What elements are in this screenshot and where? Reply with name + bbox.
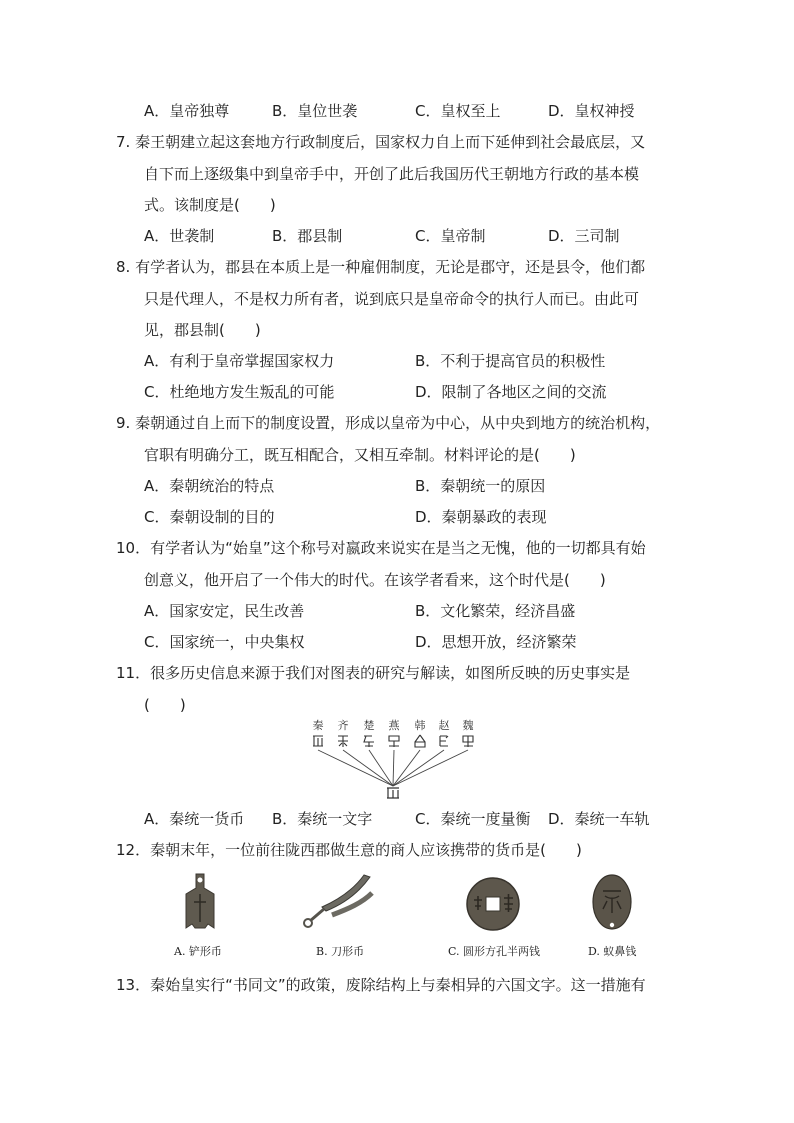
q10-option-c: C．国家统一，中央集权	[144, 633, 305, 651]
q11-option-b: B．秦统一文字	[272, 810, 373, 828]
script-figure-svg	[300, 718, 490, 800]
glyph-zhao	[440, 736, 448, 746]
caption-ant-nose-coin: D. 蚁鼻钱	[588, 945, 637, 958]
glyph-chu	[364, 736, 374, 747]
q7-option-c: C．皇帝制	[415, 227, 486, 245]
ant-nose-coin-image	[591, 873, 633, 931]
q10-option-d: D．思想开放，经济繁荣	[415, 633, 577, 651]
caption-round-coin: C. 圆形方孔半两钱	[448, 945, 541, 958]
glyph-qin	[313, 736, 323, 746]
q10-stem-line-1: 10．有学者认为“始皇”这个称号对嬴政来说实在是当之无愧，他的一切都具有始	[116, 539, 646, 557]
q8-stem-line-1: 8. 有学者认为，郡县在本质上是一种雇佣制度，无论是郡守，还是县令，他们都	[116, 258, 646, 276]
q11-stem-line-2: ( )	[144, 696, 186, 714]
q10-option-b: B．文化繁荣，经济昌盛	[415, 602, 576, 620]
glyph-han	[415, 735, 425, 747]
q8-option-c: C．杜绝地方发生叛乱的可能	[144, 383, 335, 401]
glyph-yan	[389, 736, 399, 747]
state-name-chu: 楚	[363, 719, 375, 732]
q8-option-b: B．不利于提高官员的积极性	[415, 352, 606, 370]
state-name-qin: 秦	[312, 719, 324, 732]
q6-option-b: B．皇位世袭	[272, 102, 358, 120]
q11-script-unification-figure	[300, 718, 490, 800]
q11-option-a: A．秦统一货币	[144, 810, 245, 828]
q12-stem-line-1: 12．秦朝末年，一位前往陇西郡做生意的商人应该携带的货币是( )	[116, 841, 582, 859]
q11-option-d: D．秦统一车轨	[548, 810, 650, 828]
glyph-qi	[338, 736, 348, 747]
glyph-wei	[463, 736, 473, 747]
q7-option-a: A．世袭制	[144, 227, 215, 245]
state-name-qi: 齐	[337, 719, 349, 732]
q7-option-b: B．郡县制	[272, 227, 343, 245]
q8-stem-line-2: 只是代理人，不是权力所有者，说到底只是皇帝命令的执行人而已。由此可	[144, 290, 640, 308]
q9-stem-line-1: 9. 秦朝通过自上而下的制度设置，形成以皇帝为中心，从中央到地方的统治机构，	[116, 414, 661, 432]
q9-option-a: A．秦朝统治的特点	[144, 477, 275, 495]
q6-option-d: D．皇权神授	[548, 102, 635, 120]
state-name-zhao: 赵	[438, 719, 450, 732]
archaic-glyphs	[313, 735, 473, 747]
caption-spade-coin: A. 铲形币	[174, 945, 222, 958]
q8-option-a: A．有利于皇帝掌握国家权力	[144, 352, 335, 370]
q7-stem-line-2: 自下而上逐级集中到皇帝手中，开创了此后我国历代王朝地方行政的基本模	[144, 165, 640, 183]
caption-knife-coin: B. 刀形币	[316, 945, 365, 958]
glyph-unified	[387, 788, 399, 798]
q7-option-d: D．三司制	[548, 227, 620, 245]
q9-option-b: B．秦朝统一的原因	[415, 477, 546, 495]
spade-coin-image	[180, 872, 220, 932]
q11-option-c: C．秦统一度量衡	[415, 810, 531, 828]
q6-option-a: A．皇帝独尊	[144, 102, 230, 120]
q6-option-c: C．皇权至上	[415, 102, 501, 120]
q10-stem-line-2: 创意义，他开启了一个伟大的时代。在该学者看来，这个时代是( )	[144, 571, 606, 589]
q9-stem-line-2: 官职有明确分工，既互相配合，又相互牵制。材料评论的是( )	[144, 446, 576, 464]
q9-option-c: C．秦朝设制的目的	[144, 508, 275, 526]
q11-stem-line-1: 11．很多历史信息来源于我们对图表的研究与解读，如图所反映的历史事实是	[116, 664, 631, 682]
q13-stem-line-1: 13．秦始皇实行“书同文”的政策，废除结构上与秦相异的六国文字。这一措施有	[116, 976, 646, 994]
knife-coin-image	[300, 873, 380, 931]
q10-option-a: A．国家安定，民生改善	[144, 602, 305, 620]
q8-option-d: D．限制了各地区之间的交流	[415, 383, 607, 401]
converging-lines	[318, 750, 468, 786]
state-name-han: 韩	[414, 719, 426, 732]
q7-stem-line-3: 式。该制度是( )	[144, 196, 276, 214]
q7-stem-line-1: 7. 秦王朝建立起这套地方行政制度后，国家权力自上而下延伸到社会最底层，又	[116, 133, 646, 151]
q8-stem-line-3: 见，郡县制( )	[144, 321, 261, 339]
state-name-wei: 魏	[462, 719, 474, 732]
round-coin-image	[465, 876, 521, 932]
state-name-yan: 燕	[388, 719, 400, 732]
q9-option-d: D．秦朝暴政的表现	[415, 508, 547, 526]
